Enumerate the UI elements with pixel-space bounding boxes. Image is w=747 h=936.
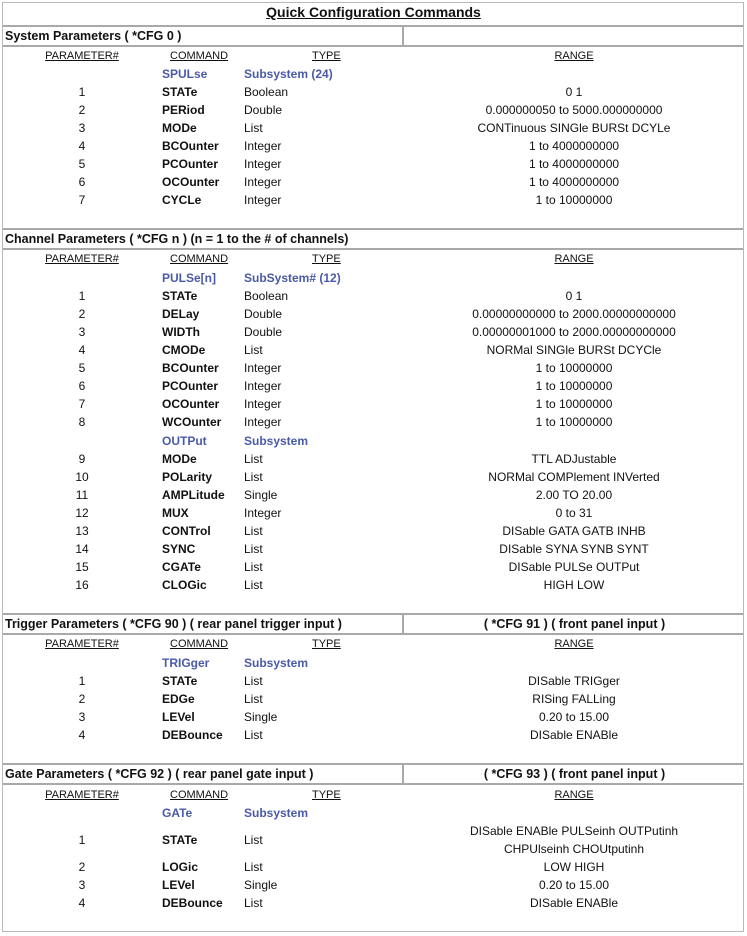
table-row xyxy=(0,522,747,540)
param-number: 10 xyxy=(75,470,89,484)
command-name: POLarity xyxy=(162,470,213,484)
param-number: 4 xyxy=(78,728,86,742)
param-number: 7 xyxy=(78,193,86,207)
param-header: PARAMETER# xyxy=(45,253,119,265)
param-number: 7 xyxy=(78,397,86,411)
subsystem-row xyxy=(0,432,747,450)
param-type: Integer xyxy=(244,361,282,375)
param-type: Integer xyxy=(244,415,282,429)
subsystem-type: Subsystem xyxy=(244,434,309,448)
range-line: CHPUlseinh CHOUtputinh xyxy=(503,842,645,856)
param-range: 1 to 10000000 xyxy=(535,397,613,411)
command-name: PCOunter xyxy=(162,379,219,393)
param-range: CONTinuous SINGle BURSt DCYLe xyxy=(477,121,671,135)
command-header: COMMAND xyxy=(170,50,229,62)
param-range: 1 to 10000000 xyxy=(535,361,613,375)
command-name: DEBounce xyxy=(162,728,223,742)
table-row xyxy=(0,540,747,558)
param-range: 0.20 to 15.00 xyxy=(538,878,610,892)
command-name: MODe xyxy=(162,452,197,466)
param-number: 5 xyxy=(78,361,86,375)
command-name: DEBounce xyxy=(162,896,223,910)
param-type: Double xyxy=(244,325,283,339)
param-type: Single xyxy=(244,710,278,724)
param-number: 3 xyxy=(78,325,86,339)
range-line: DISable ENABle PULSeinh OUTPutinh xyxy=(469,824,679,838)
command-name: OCOunter xyxy=(162,397,220,411)
param-range: 1 to 4000000000 xyxy=(528,175,620,189)
subsystem-type: Subsystem (24) xyxy=(244,67,333,81)
param-number: 11 xyxy=(75,488,89,502)
param-type: Integer xyxy=(244,506,282,520)
param-number: 3 xyxy=(78,121,86,135)
param-number: 2 xyxy=(78,692,86,706)
subsystem-row xyxy=(0,65,747,83)
param-type: List xyxy=(244,728,263,742)
subsystem-command: TRIGger xyxy=(162,656,210,670)
section-title: System Parameters ( *CFG 0 ) xyxy=(3,27,404,45)
command-name: CMODe xyxy=(162,343,206,357)
param-number: 1 xyxy=(78,833,86,847)
command-name: STATe xyxy=(162,85,198,99)
table-row xyxy=(0,708,747,726)
column-header-row xyxy=(0,786,747,804)
param-range: 1 to 4000000000 xyxy=(528,139,620,153)
type-header: TYPE xyxy=(312,789,341,801)
param-type: List xyxy=(244,578,263,592)
param-type: List xyxy=(244,833,263,847)
range-header: RANGE xyxy=(554,638,594,650)
table-row xyxy=(0,83,747,101)
param-range: DISable SYNA SYNB SYNT xyxy=(499,542,649,556)
command-name: BCOunter xyxy=(162,139,219,153)
param-range: NORMal COMPlement INVerted xyxy=(488,470,660,484)
subsystem-command: PULSe[n] xyxy=(162,271,216,285)
table-row xyxy=(0,672,747,690)
param-type: Integer xyxy=(244,397,282,411)
param-type: List xyxy=(244,560,263,574)
param-number: 4 xyxy=(78,139,86,153)
command-name: SYNC xyxy=(162,542,196,556)
column-header-row xyxy=(0,47,747,65)
param-number: 5 xyxy=(78,157,86,171)
section-header-channel xyxy=(3,228,743,250)
section-header-trigger xyxy=(3,613,743,635)
subsystem-type: Subsystem xyxy=(244,656,309,670)
command-header: COMMAND xyxy=(170,789,229,801)
table-row xyxy=(0,191,747,209)
range-header: RANGE xyxy=(554,789,594,801)
command-name: WIDTh xyxy=(162,325,200,339)
command-name: CYCLe xyxy=(162,193,202,207)
command-name: STATe xyxy=(162,289,198,303)
param-type: Boolean xyxy=(244,289,289,303)
param-number: 1 xyxy=(78,674,86,688)
table-row xyxy=(0,413,747,431)
param-range: 0.20 to 15.00 xyxy=(538,710,610,724)
type-header: TYPE xyxy=(312,253,341,265)
command-header: COMMAND xyxy=(170,638,229,650)
range-header: RANGE xyxy=(554,50,594,62)
section-title: Trigger Parameters ( *CFG 90 ) ( rear panel trigger input ) xyxy=(3,615,404,633)
section-header-system xyxy=(3,25,743,47)
subsystem-row xyxy=(0,269,747,287)
table-row xyxy=(0,894,747,912)
table-row xyxy=(0,323,747,341)
section-title-right xyxy=(406,27,743,45)
param-header: PARAMETER# xyxy=(45,638,119,650)
subsystem-command: SPULse xyxy=(162,67,208,81)
param-number: 9 xyxy=(78,452,86,466)
table-row xyxy=(0,504,747,522)
command-name: MUX xyxy=(162,506,189,520)
param-range: DISable ENABle xyxy=(529,728,619,742)
command-name: PCOunter xyxy=(162,157,219,171)
param-type: Boolean xyxy=(244,85,289,99)
param-range: TTL ADJustable xyxy=(531,452,617,466)
param-number: 2 xyxy=(78,307,86,321)
section-title: Gate Parameters ( *CFG 92 ) ( rear panel gate input ) xyxy=(3,765,404,783)
param-range: 0 1 xyxy=(565,85,583,99)
type-header: TYPE xyxy=(312,50,341,62)
param-type: List xyxy=(244,121,263,135)
param-number: 1 xyxy=(78,289,86,303)
param-number: 13 xyxy=(75,524,89,538)
subsystem-command: OUTPut xyxy=(162,434,207,448)
subsystem-type: SubSystem# (12) xyxy=(244,271,341,285)
param-number: 2 xyxy=(78,103,86,117)
subsystem-row xyxy=(0,804,747,822)
param-type: Integer xyxy=(244,379,282,393)
page-title: Quick Configuration Commands xyxy=(266,4,481,20)
param-range: 0.00000001000 to 2000.00000000000 xyxy=(472,325,676,339)
table-row xyxy=(0,486,747,504)
column-header-row xyxy=(0,250,747,268)
param-number: 16 xyxy=(75,578,89,592)
param-type: Integer xyxy=(244,139,282,153)
param-range: NORMal SINGle BURSt DCYCle xyxy=(486,343,662,357)
section-title-right: ( *CFG 91 ) ( front panel input ) xyxy=(483,617,666,631)
param-range: 1 to 10000000 xyxy=(535,193,613,207)
command-header: COMMAND xyxy=(170,253,229,265)
command-name: LOGic xyxy=(162,860,199,874)
param-range: LOW HIGH xyxy=(543,860,605,874)
table-row xyxy=(0,858,747,876)
table-row xyxy=(0,101,747,119)
param-type: List xyxy=(244,542,263,556)
param-type: Double xyxy=(244,307,283,321)
table-row xyxy=(0,155,747,173)
param-range: DISable TRIGger xyxy=(528,674,620,688)
command-name: CGATe xyxy=(162,560,201,574)
param-number: 4 xyxy=(78,343,86,357)
table-row xyxy=(0,726,747,744)
table-row xyxy=(0,341,747,359)
section-title-right: ( *CFG 93 ) ( front panel input ) xyxy=(483,767,666,781)
param-type: Double xyxy=(244,103,283,117)
command-name: CONTrol xyxy=(162,524,211,538)
param-type: List xyxy=(244,470,263,484)
subsystem-type: Subsystem xyxy=(244,806,309,820)
type-header: TYPE xyxy=(312,638,341,650)
command-name: LEVel xyxy=(162,878,195,892)
table-row xyxy=(0,377,747,395)
param-type: Single xyxy=(244,878,278,892)
param-range: RISing FALLing xyxy=(532,692,616,706)
param-type: Integer xyxy=(244,193,282,207)
param-range: HIGH LOW xyxy=(543,578,605,592)
command-name: PERiod xyxy=(162,103,205,117)
param-range: 1 to 10000000 xyxy=(535,415,613,429)
command-name: DELay xyxy=(162,307,200,321)
param-range: 1 to 10000000 xyxy=(535,379,613,393)
param-range: 2.00 TO 20.00 xyxy=(535,488,613,502)
table-row xyxy=(0,876,747,894)
param-type: Single xyxy=(244,488,278,502)
param-range: 0.000000050 to 5000.000000000 xyxy=(485,103,663,117)
command-name: BCOunter xyxy=(162,361,219,375)
command-name: MODe xyxy=(162,121,197,135)
section-title: Channel Parameters ( *CFG n ) (n = 1 to the # of channels) xyxy=(5,232,349,246)
param-number: 4 xyxy=(78,896,86,910)
param-type: List xyxy=(244,692,263,706)
command-name: WCOunter xyxy=(162,415,222,429)
table-row xyxy=(0,137,747,155)
command-name: OCOunter xyxy=(162,175,220,189)
param-type: List xyxy=(244,343,263,357)
param-type: List xyxy=(244,452,263,466)
param-type: Integer xyxy=(244,175,282,189)
command-name: CLOGic xyxy=(162,578,207,592)
param-number: 14 xyxy=(75,542,89,556)
table-row xyxy=(0,558,747,576)
param-number: 3 xyxy=(78,710,86,724)
table-row xyxy=(0,822,747,858)
table-row xyxy=(0,468,747,486)
param-range xyxy=(410,822,738,858)
subsystem-row xyxy=(0,654,747,672)
param-range: 0.00000000000 to 2000.00000000000 xyxy=(472,307,676,321)
param-type: List xyxy=(244,896,263,910)
table-row xyxy=(0,576,747,594)
param-number: 3 xyxy=(78,878,86,892)
table-row xyxy=(0,119,747,137)
param-type: List xyxy=(244,860,263,874)
param-number: 12 xyxy=(75,506,89,520)
param-number: 6 xyxy=(78,175,86,189)
table-row xyxy=(0,173,747,191)
column-header-row xyxy=(0,635,747,653)
param-range: 1 to 4000000000 xyxy=(528,157,620,171)
command-name: AMPLitude xyxy=(162,488,225,502)
param-number: 15 xyxy=(75,560,89,574)
param-number: 8 xyxy=(78,415,86,429)
param-number: 2 xyxy=(78,860,86,874)
param-header: PARAMETER# xyxy=(45,50,119,62)
param-range: DISable GATA GATB INHB xyxy=(502,524,646,538)
param-number: 1 xyxy=(78,85,86,99)
table-row xyxy=(0,287,747,305)
table-row xyxy=(0,690,747,708)
param-range: 0 1 xyxy=(565,289,583,303)
param-header: PARAMETER# xyxy=(45,789,119,801)
table-row xyxy=(0,395,747,413)
section-header-gate xyxy=(3,763,743,785)
param-range: DISable PULSe OUTPut xyxy=(508,560,640,574)
range-header: RANGE xyxy=(554,253,594,265)
command-name: LEVel xyxy=(162,710,195,724)
table-row xyxy=(0,359,747,377)
param-type: List xyxy=(244,674,263,688)
param-range: DISable ENABle xyxy=(529,896,619,910)
command-name: STATe xyxy=(162,674,198,688)
subsystem-command: GATe xyxy=(162,806,193,820)
param-number: 6 xyxy=(78,379,86,393)
param-type: Integer xyxy=(244,157,282,171)
command-name: EDGe xyxy=(162,692,195,706)
table-row xyxy=(0,450,747,468)
param-type: List xyxy=(244,524,263,538)
command-name: STATe xyxy=(162,833,198,847)
table-row xyxy=(0,305,747,323)
param-range: 0 to 31 xyxy=(555,506,593,520)
